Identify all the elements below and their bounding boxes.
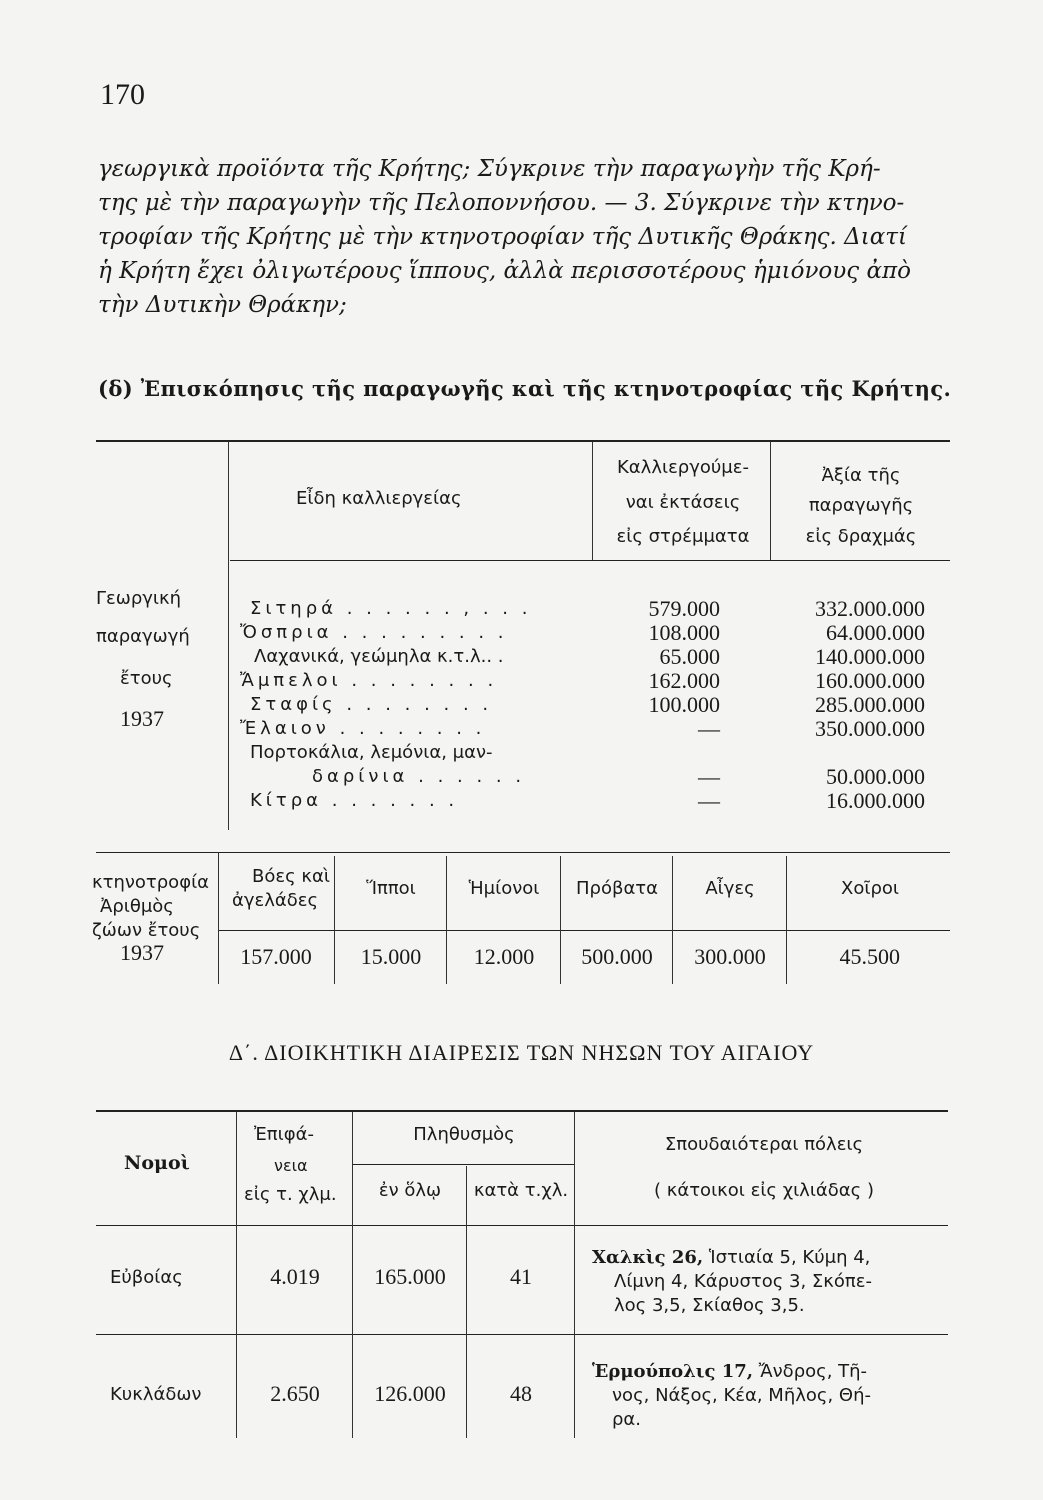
intro-paragraph [98, 152, 948, 322]
crop-area: 108.000 [648, 620, 720, 645]
header-population: Πληθυσμὸς [413, 1124, 515, 1145]
crop-name: Ἔλαιον . . . . . . . . [240, 718, 486, 739]
crop-name: Ὄσπρια . . . . . . . . . [240, 622, 508, 643]
header-crop-kind: Εἶδη καλλιεργείας [296, 488, 462, 509]
column-divider [466, 1166, 467, 1438]
crop-name: Λαχανικά, γεώμηλα κ.τ.λ.. . [254, 646, 504, 667]
crop-name: Πορτοκάλια, λεμόνια, μαν- [250, 742, 493, 763]
table-rule [96, 1110, 948, 1112]
header-value: παραγωγῆς [808, 495, 914, 516]
header-nomos: Νομοὶ [124, 1152, 190, 1174]
crop-area: — [698, 788, 720, 813]
row-group-label: 1937 [120, 940, 164, 965]
row-group-label: Ἀριθμὸς [100, 896, 174, 917]
table-rule [96, 440, 950, 442]
header-sheep: Πρόβατα [575, 878, 659, 899]
table-rule [96, 852, 950, 853]
nomos-name: Εὐβοίας [110, 1267, 183, 1288]
table-rule [352, 1164, 574, 1165]
column-divider [786, 856, 787, 984]
capital-city: Ἑρμούπολις 17, [592, 1361, 754, 1382]
nomos-cities [592, 1246, 872, 1318]
nomos-density: 41 [510, 1264, 532, 1289]
header-pigs: Χοῖροι [841, 878, 899, 899]
nomos-population: 126.000 [374, 1381, 446, 1406]
crop-area: 162.000 [648, 668, 720, 693]
row-group-label: Γεωργική [96, 588, 182, 609]
crop-area: — [698, 764, 720, 789]
column-divider [592, 442, 593, 560]
city-list-line: νος, Νάξος, Κέα, Μῆλος, Θή- [612, 1385, 871, 1406]
crop-value: 50.000.000 [826, 764, 925, 789]
header-horses: Ἵπποι [366, 878, 416, 899]
header-mules: Ἡμίονοι [468, 878, 540, 899]
header-area: Ἐπιφά- [254, 1124, 314, 1145]
header-goats: Αἶγες [705, 878, 755, 899]
intro-line: γεωργικὰ προϊόντα τῆς Κρήτης; Σύγκρινε τὴν παραγωγὴν τῆς Κρή- [98, 156, 881, 182]
nomos-cities [592, 1360, 871, 1432]
column-divider [770, 442, 771, 560]
intro-line: ἡ Κρήτη ἔχει ὀλιγωτέρους ἵππους, ἀλλὰ περισσοτέρους ἡμιόνους ἀπὸ [98, 258, 911, 284]
header-area: ναι ἐκτάσεις [625, 492, 741, 513]
header-area: Καλλιεργούμε- [617, 457, 749, 478]
section-title: Δ΄. ΔΙΟΙΚΗΤΙΚΗ ΔΙΑΙΡΕΣΙΣ ΤΩΝ ΝΗΣΩΝ ΤΟΥ ΑΙΓΑΙΟΥ [228, 1040, 815, 1065]
crop-area: 100.000 [648, 692, 720, 717]
livestock-value: 500.000 [581, 944, 653, 969]
page-number: 170 [100, 78, 145, 111]
crop-name: Ἄμπελοι . . . . . . . . [240, 670, 498, 691]
column-divider [560, 856, 561, 984]
nomos-density: 48 [510, 1381, 532, 1406]
header-area: εἰς τ. χλμ. [244, 1184, 337, 1205]
intro-line: τὴν Δυτικὴν Θράκην; [98, 292, 347, 318]
header-cities: Σπουδαιότεραι πόλεις [664, 1134, 864, 1155]
header-cities-sub: ( κάτοικοι εἰς χιλιάδας ) [654, 1180, 874, 1201]
nomos-area: 2.650 [270, 1381, 320, 1406]
column-divider [334, 856, 335, 984]
table-rule [96, 1334, 948, 1335]
capital-city: Χαλκὶς 26, [592, 1247, 704, 1268]
header-cattle: Βόες καὶ [252, 866, 330, 887]
intro-line: της μὲ τὴν παραγωγὴν τῆς Πελοποννήσου. — 3. Σύγκρινε τὴν κτηνο- [98, 190, 905, 216]
nomos-population: 165.000 [374, 1264, 446, 1289]
table-rule [96, 1225, 948, 1226]
livestock-value: 12.000 [473, 944, 535, 969]
crop-value: 332.000.000 [815, 596, 925, 621]
crop-area: 65.000 [659, 644, 720, 669]
header-pop-density: κατὰ τ.χλ. [473, 1180, 569, 1201]
livestock-value: 300.000 [694, 944, 766, 969]
row-group-label: κτηνοτροφία [92, 872, 210, 893]
city-list-line: Λίμνη 4, Κάρυστος 3, Σκόπε- [614, 1271, 872, 1292]
column-divider [228, 442, 229, 830]
intro-line: τροφίαν τῆς Κρήτης μὲ τὴν κτηνοτροφίαν τῆς Δυτικῆς Θράκης. Διατί [98, 224, 908, 250]
crop-name: δαρίνια . . . . . . [312, 766, 526, 787]
header-value: Ἀξία τῆς [821, 465, 901, 486]
crop-name: Κίτρα . . . . . . . [250, 790, 459, 811]
crop-name: Σιτηρά . . . . . . , . . . [250, 598, 532, 619]
row-group-label: ζώων ἔτους [92, 920, 201, 941]
city-list-line: Ἄνδρος, Τῆ- [753, 1361, 868, 1382]
column-divider [574, 1112, 575, 1438]
crop-area: 579.000 [648, 596, 720, 621]
crop-name: Σταφίς . . . . . . . . [250, 694, 493, 715]
column-divider [218, 852, 219, 984]
column-divider [446, 856, 447, 984]
crop-value: 16.000.000 [826, 788, 925, 813]
crop-value: 350.000.000 [815, 716, 925, 741]
header-value: εἰς δραχμάς [805, 526, 917, 547]
column-divider [672, 856, 673, 984]
header-cattle: ἀγελάδες [232, 890, 319, 911]
row-group-label: ἔτους [120, 668, 173, 689]
row-group-label: 1937 [120, 706, 164, 731]
city-list-line: Ἱστιαία 5, Κύμη 4, [703, 1247, 871, 1268]
header-pop-total: ἐν ὅλῳ [378, 1180, 442, 1201]
livestock-value: 45.500 [839, 944, 900, 969]
city-list-line: λος 3,5, Σκίαθος 3,5. [614, 1295, 805, 1316]
section-subheading: (δ) Ἐπισκόπησις τῆς παραγωγῆς καὶ τῆς κτηνοτροφίας τῆς Κρήτης. [98, 376, 952, 401]
column-divider [352, 1112, 353, 1438]
crop-value: 140.000.000 [815, 644, 925, 669]
livestock-value: 15.000 [360, 944, 422, 969]
table-rule [230, 560, 950, 561]
table-rule [218, 930, 950, 931]
crop-value: 160.000.000 [815, 668, 925, 693]
header-area: εἰς στρέμματα [616, 526, 750, 547]
nomos-name: Κυκλάδων [110, 1384, 202, 1405]
crop-value: 64.000.000 [826, 620, 925, 645]
crop-area: — [698, 716, 720, 741]
column-divider [236, 1112, 237, 1438]
city-list-line: ρα. [612, 1409, 642, 1430]
livestock-value: 157.000 [240, 944, 312, 969]
row-group-label: παραγωγή [96, 626, 190, 647]
header-area: νεια [274, 1156, 308, 1175]
crop-value: 285.000.000 [815, 692, 925, 717]
nomos-area: 4.019 [270, 1264, 320, 1289]
